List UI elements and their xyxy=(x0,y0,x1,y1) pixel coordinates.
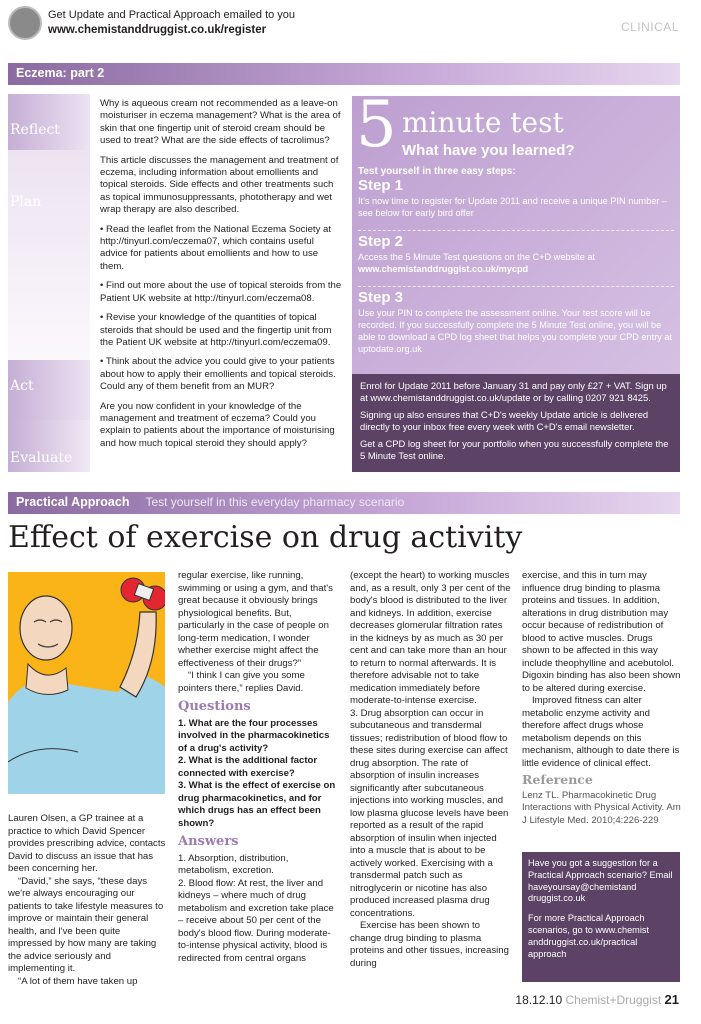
step3 xyxy=(358,289,676,355)
header-register-url[interactable]: www.chemistanddruggist.co.uk/register xyxy=(48,24,267,36)
header-line1: Get Update and Practical Approach emailed to you xyxy=(48,9,296,21)
article-para: (except the heart) to working muscles and, as a result, only 3 per cent of the body's blood is distributed to the liver and kidneys. In addition, exercise decreases glomerular filtration rates in the kidneys by as much as 30 per cent and can take more than an hour to return to normal afterwards. It is therefore advisable not to take medication immediately before moderate-to-intense exercise. xyxy=(350,570,511,706)
footer-magazine: Chemist+Druggist xyxy=(565,993,662,1007)
article-para: exercise, and this in turn may influence drug binding to plasma proteins and tissues. In addition, alterations in drug distribution may occur because of redistribution of blood to active muscles. Drugs shown to be affected in this way include theophylline and acebutolol. Digoxin binding has also been shown to be altered during exercise. xyxy=(522,570,681,694)
eczema-text-column xyxy=(100,98,342,457)
step2-text: Access the 5 Minute Test questions on the C+D website at xyxy=(358,252,596,262)
man-with-dumbbell-icon xyxy=(8,572,165,794)
enrol-text: Enrol for Update 2011 before January 31 and pay only £27 + VAT. Sign up at www.chemistanddruggist.co.uk/update or by calling 0207 921 8425. xyxy=(360,380,667,403)
section-label: CLINICAL xyxy=(620,20,679,34)
eczema-band xyxy=(8,63,680,85)
side-evaluate xyxy=(8,420,90,472)
suggestion-text: Have you got a suggestion for a Practical Approach scenario? Email haveyoursay@chemistand druggist.co.uk xyxy=(528,858,673,904)
questions-heading: Questions xyxy=(178,699,251,714)
pa-band-title: Practical Approach xyxy=(16,495,130,509)
reference-text: Lenz TL. Pharmacokinetic Drug Interactions with Physical Activity. Am J Lifestyle Med. 2010;4:226-229 xyxy=(522,789,681,826)
side-reflect-label: Reflect xyxy=(10,122,60,138)
five-numeral: 5 xyxy=(356,88,397,162)
eczema-para: This article discusses the management and treatment of eczema, including information about emollients and topical steroids. Side effects and other treatments such as topical immunosuppressants, phototherapy and wet wrap therapy are also described. xyxy=(100,154,339,216)
article-title: Effect of exercise on drug activity xyxy=(8,520,523,555)
enrol-text: Get a CPD log sheet for your portfolio when you successfully complete the 5 Minute Test online. xyxy=(360,438,669,461)
eczema-para: Are you now confident in your knowledge of the management and treatment of eczema? Could you explain to patients about the importance of moisturising and how much topical steroid they should apply? xyxy=(100,400,335,449)
article-column-2 xyxy=(178,570,340,965)
question-item: 2. What is the additional factor connected with exercise? xyxy=(178,755,318,779)
eczema-para: • Find out more about the use of topical steroids from the Patient UK website at http://tinyurl.com/eczema08. xyxy=(100,280,342,304)
side-reflect xyxy=(8,94,90,150)
footer-date: 18.12.10 xyxy=(515,993,563,1007)
five-minute-test-box xyxy=(352,88,680,374)
five-minute-subtitle: What have you learned? xyxy=(402,142,575,159)
side-plan-label: Plan xyxy=(10,194,42,210)
side-act-label: Act xyxy=(10,378,34,394)
answer-item: 1. Absorption, distribution, metabolism, excretion. xyxy=(178,852,289,876)
step1-heading: Step 1 xyxy=(358,177,404,194)
suggestion-box xyxy=(522,852,680,982)
suggestion-text: For more Practical Approach scenarios, go to www.chemist anddruggist.co.uk/practical approach xyxy=(528,913,650,959)
article-para: Lauren Olsen, a GP trainee at a practice to which David Spencer provides prescribing advice, contacts David to discuss an issue that has been concerning her. xyxy=(8,813,166,874)
step3-heading: Step 3 xyxy=(358,289,404,306)
eczema-para: Why is aqueous cream not recommended as a leave-on moisturiser in eczema management? What is the area of skin that one fingertip unit of steroid cream should be used to treat? What are the side effects of tacrolimus? xyxy=(100,98,341,147)
article-para: 3. Drug absorption can occur in subcutaneous and transdermal tissues; redistribution of blood flow to these sites during exercise can affect drug absorption. The rate of absorption of insulin increases significantly after subcutaneous injections into working muscles, and low plasma glucose levels have been reported as a result of the rapid absorption of insulin when injected into a muscle that is about to be actively worked. Exercising with a transdermal patch such as nitroglycerin or nicotine has also produced increased plasma drug concentrations. xyxy=(350,707,509,919)
article-column-1 xyxy=(8,813,166,988)
step1-text: It's now time to register for Update 2011 and receive a unique PIN number – see below for early bird offer xyxy=(358,196,668,218)
question-item: 1. What are the four processes involved in the pharmacokinetics of a drug's activity? xyxy=(178,717,330,754)
reference-heading: Reference xyxy=(522,772,593,787)
page-number: 21 xyxy=(664,992,679,1007)
answers-heading: Answers xyxy=(178,834,239,849)
article-para: “A lot of them have taken up xyxy=(18,975,138,987)
step2 xyxy=(358,233,676,275)
page-header xyxy=(0,0,701,52)
side-evaluate-label: Evaluate xyxy=(10,450,73,466)
article-para: regular exercise, like running, swimming or using a gym, and that's great because it obviously brings physiological benefits. But, particularly in the case of people on long-term medication, I wonder whether exercise might affect the effectiveness of their drugs?” xyxy=(178,570,333,669)
step3-text: Use your PIN to complete the assessment online. Your test score will be recorded. If you successfully complete the 5 Minute Test online, you will be able to download a CPD log sheet that helps you complete your CPD entry at uptodate.org.uk xyxy=(358,308,673,354)
five-minute-title: minute test xyxy=(402,106,564,139)
article-para: “I think I can give you some pointers there,” replies David. xyxy=(178,670,305,694)
five-minute-intro: Test yourself in three easy steps: xyxy=(358,166,516,177)
eczema-para: • Revise your knowledge of the quantities of topical steroids that should be used and the fingertip unit from the Patient UK website at http://tinyurl.com/eczema09. xyxy=(100,312,332,348)
enrol-box xyxy=(352,374,680,472)
side-act xyxy=(8,360,90,420)
article-column-3 xyxy=(350,570,512,970)
practical-approach-band xyxy=(8,492,680,514)
eczema-band-title: Eczema: part 2 xyxy=(16,66,105,80)
eczema-para: • Read the leaflet from the National Eczema Society at http://tinyurl.com/eczema07, which contains useful advice for patients about emollients and how to use them. xyxy=(100,223,332,272)
divider xyxy=(358,230,674,231)
pa-band-sub: Test yourself in this everyday pharmacy scenario xyxy=(145,495,405,509)
page-footer xyxy=(515,992,679,1007)
step2-url[interactable]: www.chemistanddruggist.co.uk/mycpd xyxy=(358,264,529,274)
side-plan xyxy=(8,150,90,360)
eczema-para: • Think about the advice you could give to your patients about how to apply their emollients and topical steroids. Could any of them benefit from an MUR? xyxy=(100,356,336,393)
cd-logo-icon xyxy=(8,6,42,40)
article-para: “David,” she says, “these days we're always encouraging our patients to take lifestyle measures to improve or maintain their general health, and I've been quite impressed by how many are taking the advice seriously and implementing it. xyxy=(8,875,164,974)
step1 xyxy=(358,177,676,219)
article-column-4 xyxy=(522,570,682,827)
enrol-text: Signing up also ensures that C+D's weekly Update article is delivered directly to your inbox free every week with C+D's email newsletter. xyxy=(360,409,649,432)
answer-item: 2. Blood flow: At rest, the liver and kidneys – where much of drug metabolism and excretion take place – receive about 50 per cent of the body's blood flow. During moderate-to-intense physical activity, blood is redirected from central organs xyxy=(178,877,334,964)
exercise-illustration xyxy=(8,572,165,794)
article-para: Improved fitness can alter metabolic enzyme activity and therefore affect drugs whose metabolism depends on this mechanism, although to date there is little evidence of clinical effect. xyxy=(522,695,680,769)
step2-heading: Step 2 xyxy=(358,233,404,250)
article-para: Exercise has been shown to change drug binding to plasma proteins and other tissues, increasing during xyxy=(350,920,509,969)
question-item: 3. What is the effect of exercise on drug pharmacokinetics, and for which drugs has an effect been shown? xyxy=(178,780,336,829)
divider xyxy=(358,286,674,287)
